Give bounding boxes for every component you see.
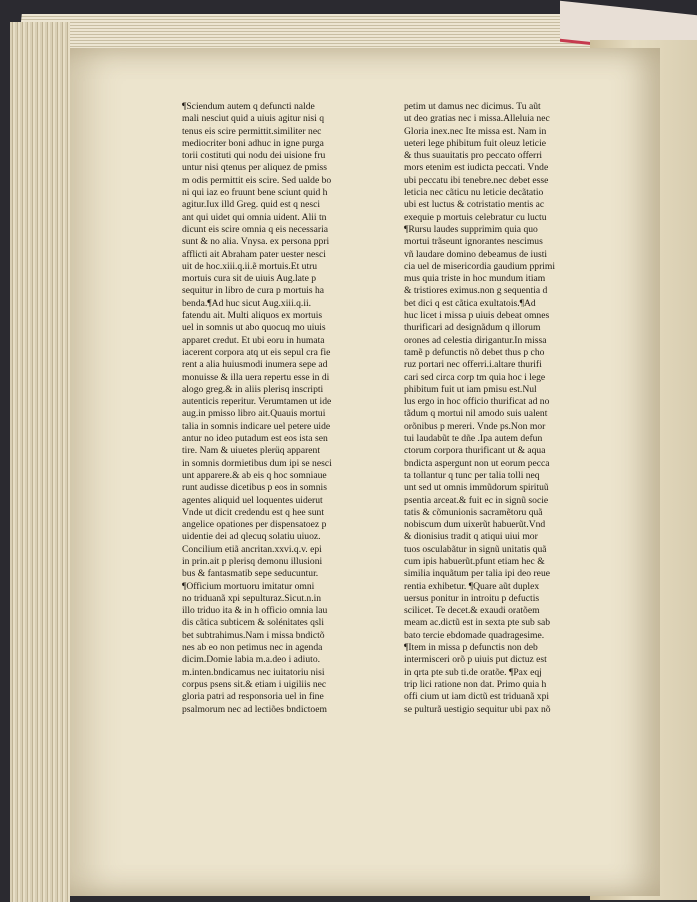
- text-line: & tristiores eximus.non g sequentia d: [404, 285, 548, 297]
- text-line: uidentie dei ad qlecuq solatiu uiuoz.: [182, 531, 321, 543]
- text-line: illo triduo ita & in h officio omnia lau: [182, 605, 328, 617]
- text-line: angelice opationes per dispensatoez p: [182, 519, 327, 531]
- text-line: & thus suauitatis pro peccato offerri: [404, 150, 543, 162]
- text-line: ¶Sciendum autem q defuncti nalde: [182, 101, 315, 112]
- text-line: petim ut damus nec dicimus. Tu aũt: [404, 101, 541, 112]
- text-line: ta tollantur q tunc per talia tolli neq: [404, 469, 540, 481]
- text-line: bus & fantasmatib sepe seducuntur.: [182, 568, 319, 580]
- text-line: in prin.ait p plerisq demonu illusioni: [182, 555, 323, 567]
- text-line: huc licet i missa p uiuis debeat omnes: [404, 310, 550, 322]
- text-line: dis cãtica subticem & solénitates qsli: [182, 617, 325, 629]
- text-line: similia inquãtum per talia ipi deo reue: [404, 568, 550, 580]
- text-line: ut deo gratias nec i missa.Alleluia nec: [404, 113, 550, 125]
- text-line: psalmorum nec ad lectiões bndictoem: [182, 703, 327, 715]
- text-line: autenticis reperitur. Verumtamen ut ide: [182, 396, 332, 408]
- text-line: bndicta aspergunt non ut eorum pecca: [404, 457, 550, 469]
- text-line: tui laudabũt te dñe .Ipa autem defun: [404, 433, 543, 445]
- text-line: psentia arceat.& fuit ec in signũ socie: [404, 494, 549, 506]
- text-line: ubi est luctus & cotristatio mentis ac: [404, 199, 545, 211]
- text-line: runt audisse dicetibus p eos in somnis: [182, 482, 327, 494]
- text-line: mors etenim est iudicta peccati. Vnde: [404, 162, 549, 174]
- text-line: uit de hoc.xiii.q.ii.ẽ mortuis.Et utru: [182, 260, 318, 272]
- text-line: & dionisius tradit q atiqui uiui mor: [404, 531, 538, 543]
- text-line: tire. Nam & uiuetes plerüq apparent: [182, 445, 320, 457]
- text-line: ubi peccatu ibi tenebre.nec debet esse: [404, 174, 549, 186]
- text-line: leticia nec cãticu nu leticie decãtatio: [404, 187, 544, 199]
- text-line: no triduanã xpi sepulturaz.Sicut.n.in: [182, 592, 322, 604]
- text-line: Concilium etiã ancritan.xxvi.q.v. epi: [182, 543, 322, 555]
- text-line: ¶Rursu laudes supprimim quia quo: [404, 223, 538, 235]
- text-line: bato tercie ebdomade quadragesime.: [404, 629, 545, 641]
- text-line: uel in somnis ut abo quocuq mo uiuis: [182, 322, 326, 334]
- text-line: ¶Officium mortuoru imitatur omni: [182, 580, 315, 592]
- text-line: corpus psens sit.& etiam i uigiliis nec: [182, 678, 327, 690]
- text-line: bet dici q est cãtica exultatois.¶Ad: [404, 297, 536, 309]
- text-line: tamẽ p defunctis nõ debet thus p cho: [404, 346, 545, 358]
- text-column-left: [182, 101, 380, 716]
- text-line: exequie p mortuis celebratur cu luctu: [404, 211, 547, 223]
- text-line: intermisceri orõ p uiuis put dictuz est: [404, 654, 547, 666]
- text-line: cum ipis habuerũt.pfunt etiam hec &: [404, 555, 545, 567]
- text-line: tatis & cõmunionis sacramẽtoru quã: [404, 506, 543, 518]
- text-line: ctorum corpora thurificant ut & aqua: [404, 445, 546, 457]
- text-line: mortui trãseunt ignorantes nescimus: [404, 236, 543, 248]
- text-line: meam ac.dictũ est in sexta pte sub sab: [404, 617, 550, 629]
- text-line: cari sed circa corp tm quia hoc i lege: [404, 371, 546, 383]
- text-line: rentia exhibetur. ¶Quare aũt duplex: [404, 580, 540, 592]
- text-line: ant qui uidet qui omnia uident. Alii tn: [182, 211, 327, 223]
- text-line: nes ab eo non petimus nec in agenda: [182, 642, 323, 654]
- text-line: afflicti ait Abraham pater uester nesci: [182, 248, 326, 260]
- text-line: m odis permittit eis scire. Sed ualde bo: [182, 174, 332, 186]
- text-line: tãdum q mortui nil amodo suis ualent: [404, 408, 548, 420]
- text-line: scilicet. Te decet.& exaudi oratõem: [404, 605, 540, 617]
- text-line: uersus ponitur in introitu p defuctis: [404, 592, 540, 604]
- text-line: lus ergo in hoc officio thurificat ad no: [404, 396, 550, 408]
- text-line: fatendu ait. Multi aliquos ex mortuis: [182, 310, 323, 322]
- text-line: mus quia triste in hoc mundum itiam: [404, 273, 546, 285]
- text-line: unt sed ut omnis immũdorum spirituũ: [404, 482, 549, 494]
- text-line: ruz portari nec offerri.i.altare thurifi: [404, 359, 542, 371]
- text-line: talia in somnis indicare uel petere uide: [182, 420, 331, 432]
- text-line: trip lici ratione non dat. Primo quia h: [404, 678, 547, 690]
- text-line: mediocriter boni adhuc in igne purga: [182, 137, 324, 149]
- text-column-right: [404, 101, 602, 716]
- text-line: gloria patri ad responsoria uel in fine: [182, 691, 324, 703]
- text-line: unt apparere.& ab eis q hoc somniaue: [182, 469, 327, 481]
- text-line: ¶Item in missa p defunctis non deb: [404, 642, 538, 654]
- text-line: bet subtrahimus.Nam i missa bndictõ: [182, 629, 325, 641]
- text-line: ueteri lege phibitum fuit oleuz leticie: [404, 137, 546, 149]
- text-line: vñ laudare domino debeamus de iusti: [404, 248, 548, 260]
- text-line: in qrta pte sub ti.de oratõe. ¶Pax eqj: [404, 666, 542, 678]
- text-line: agitur.Iux illd Greg. quid est q nesci: [182, 199, 321, 211]
- text-line: dicunt eis scire omnia q eis necessaria: [182, 223, 328, 235]
- text-line: ni qui iaz eo fruunt bene sciunt quid h: [182, 187, 328, 199]
- text-line: sunt & no alia. Vnysa. ex persona ppri: [182, 236, 330, 248]
- text-line: apparet credut. Et ubi eoru in humata: [182, 334, 325, 346]
- text-line: tuos osculabãtur in signũ unitatis quã: [404, 543, 547, 555]
- text-line: aug.in pmisso libro ait.Quauis mortui: [182, 408, 326, 420]
- text-line: tenus eis scire permittit.similiter nec: [182, 125, 322, 137]
- text-line: sequitur in libro de cura p mortuis ha: [182, 285, 325, 297]
- page-edges-left: [10, 22, 70, 902]
- text-line: rent a alia huiusmodi inumera sepe ad: [182, 359, 328, 371]
- text-line: benda.¶Ad huc sicut Aug.xiii.q.ii.: [182, 297, 312, 309]
- text-line: nobiscum dum uixerũt habuerũt.Vnd: [404, 519, 546, 531]
- text-line: in somnis dormietibus dum ipi se nesci: [182, 457, 332, 469]
- text-line: alogo greg.& in aliis plerisq inscripti: [182, 383, 324, 395]
- text-line: phibitum fuit ut iam pmisu est.Nul: [404, 383, 537, 395]
- text-line: dicim.Domie labia m.a.deo i adiuto.: [182, 654, 321, 666]
- text-line: Vnde ut dicit credendu est q hee sunt: [182, 506, 324, 518]
- text-line: orones ad celestia dirigantur.In missa: [404, 334, 547, 346]
- text-line: cia uel de misericordia gaudium pprimi: [404, 260, 556, 272]
- text-line: agentes aliquid uel loquentes uiderut: [182, 494, 323, 506]
- text-line: offi cium ut iam dictũ est triduanã xpi: [404, 691, 550, 703]
- text-line: se pulturã uestigio sequitur ubi pax nõ: [404, 703, 551, 715]
- text-line: iacerent corpora atq ut eis sepul cra fie: [182, 346, 331, 358]
- page-edges-top: [18, 14, 642, 48]
- text-line: mali nesciut quid a uiuis agitur nisi q: [182, 113, 325, 125]
- text-line: thurificari ad designãdum q illorum: [404, 322, 541, 334]
- text-line: Gloria inex.nec Ite missa est. Nam in: [404, 125, 547, 137]
- text-line: untur nisi qtenus per aliquez de pmiss: [182, 162, 327, 174]
- text-line: mortuis cura sit de uiuis Aug.late p: [182, 273, 317, 285]
- text-line: m.inten.bndicamus nec iuitatoriu nisi: [182, 666, 325, 678]
- text-line: orõnibus p mereri. Vnde ps.Non mor: [404, 420, 546, 432]
- text-line: monuisse & illa uera repertu esse in di: [182, 371, 330, 383]
- text-line: torii costituti qui nodu dei uisione fru: [182, 150, 326, 162]
- text-line: antur no ideo putadum est eos ista sen: [182, 433, 328, 445]
